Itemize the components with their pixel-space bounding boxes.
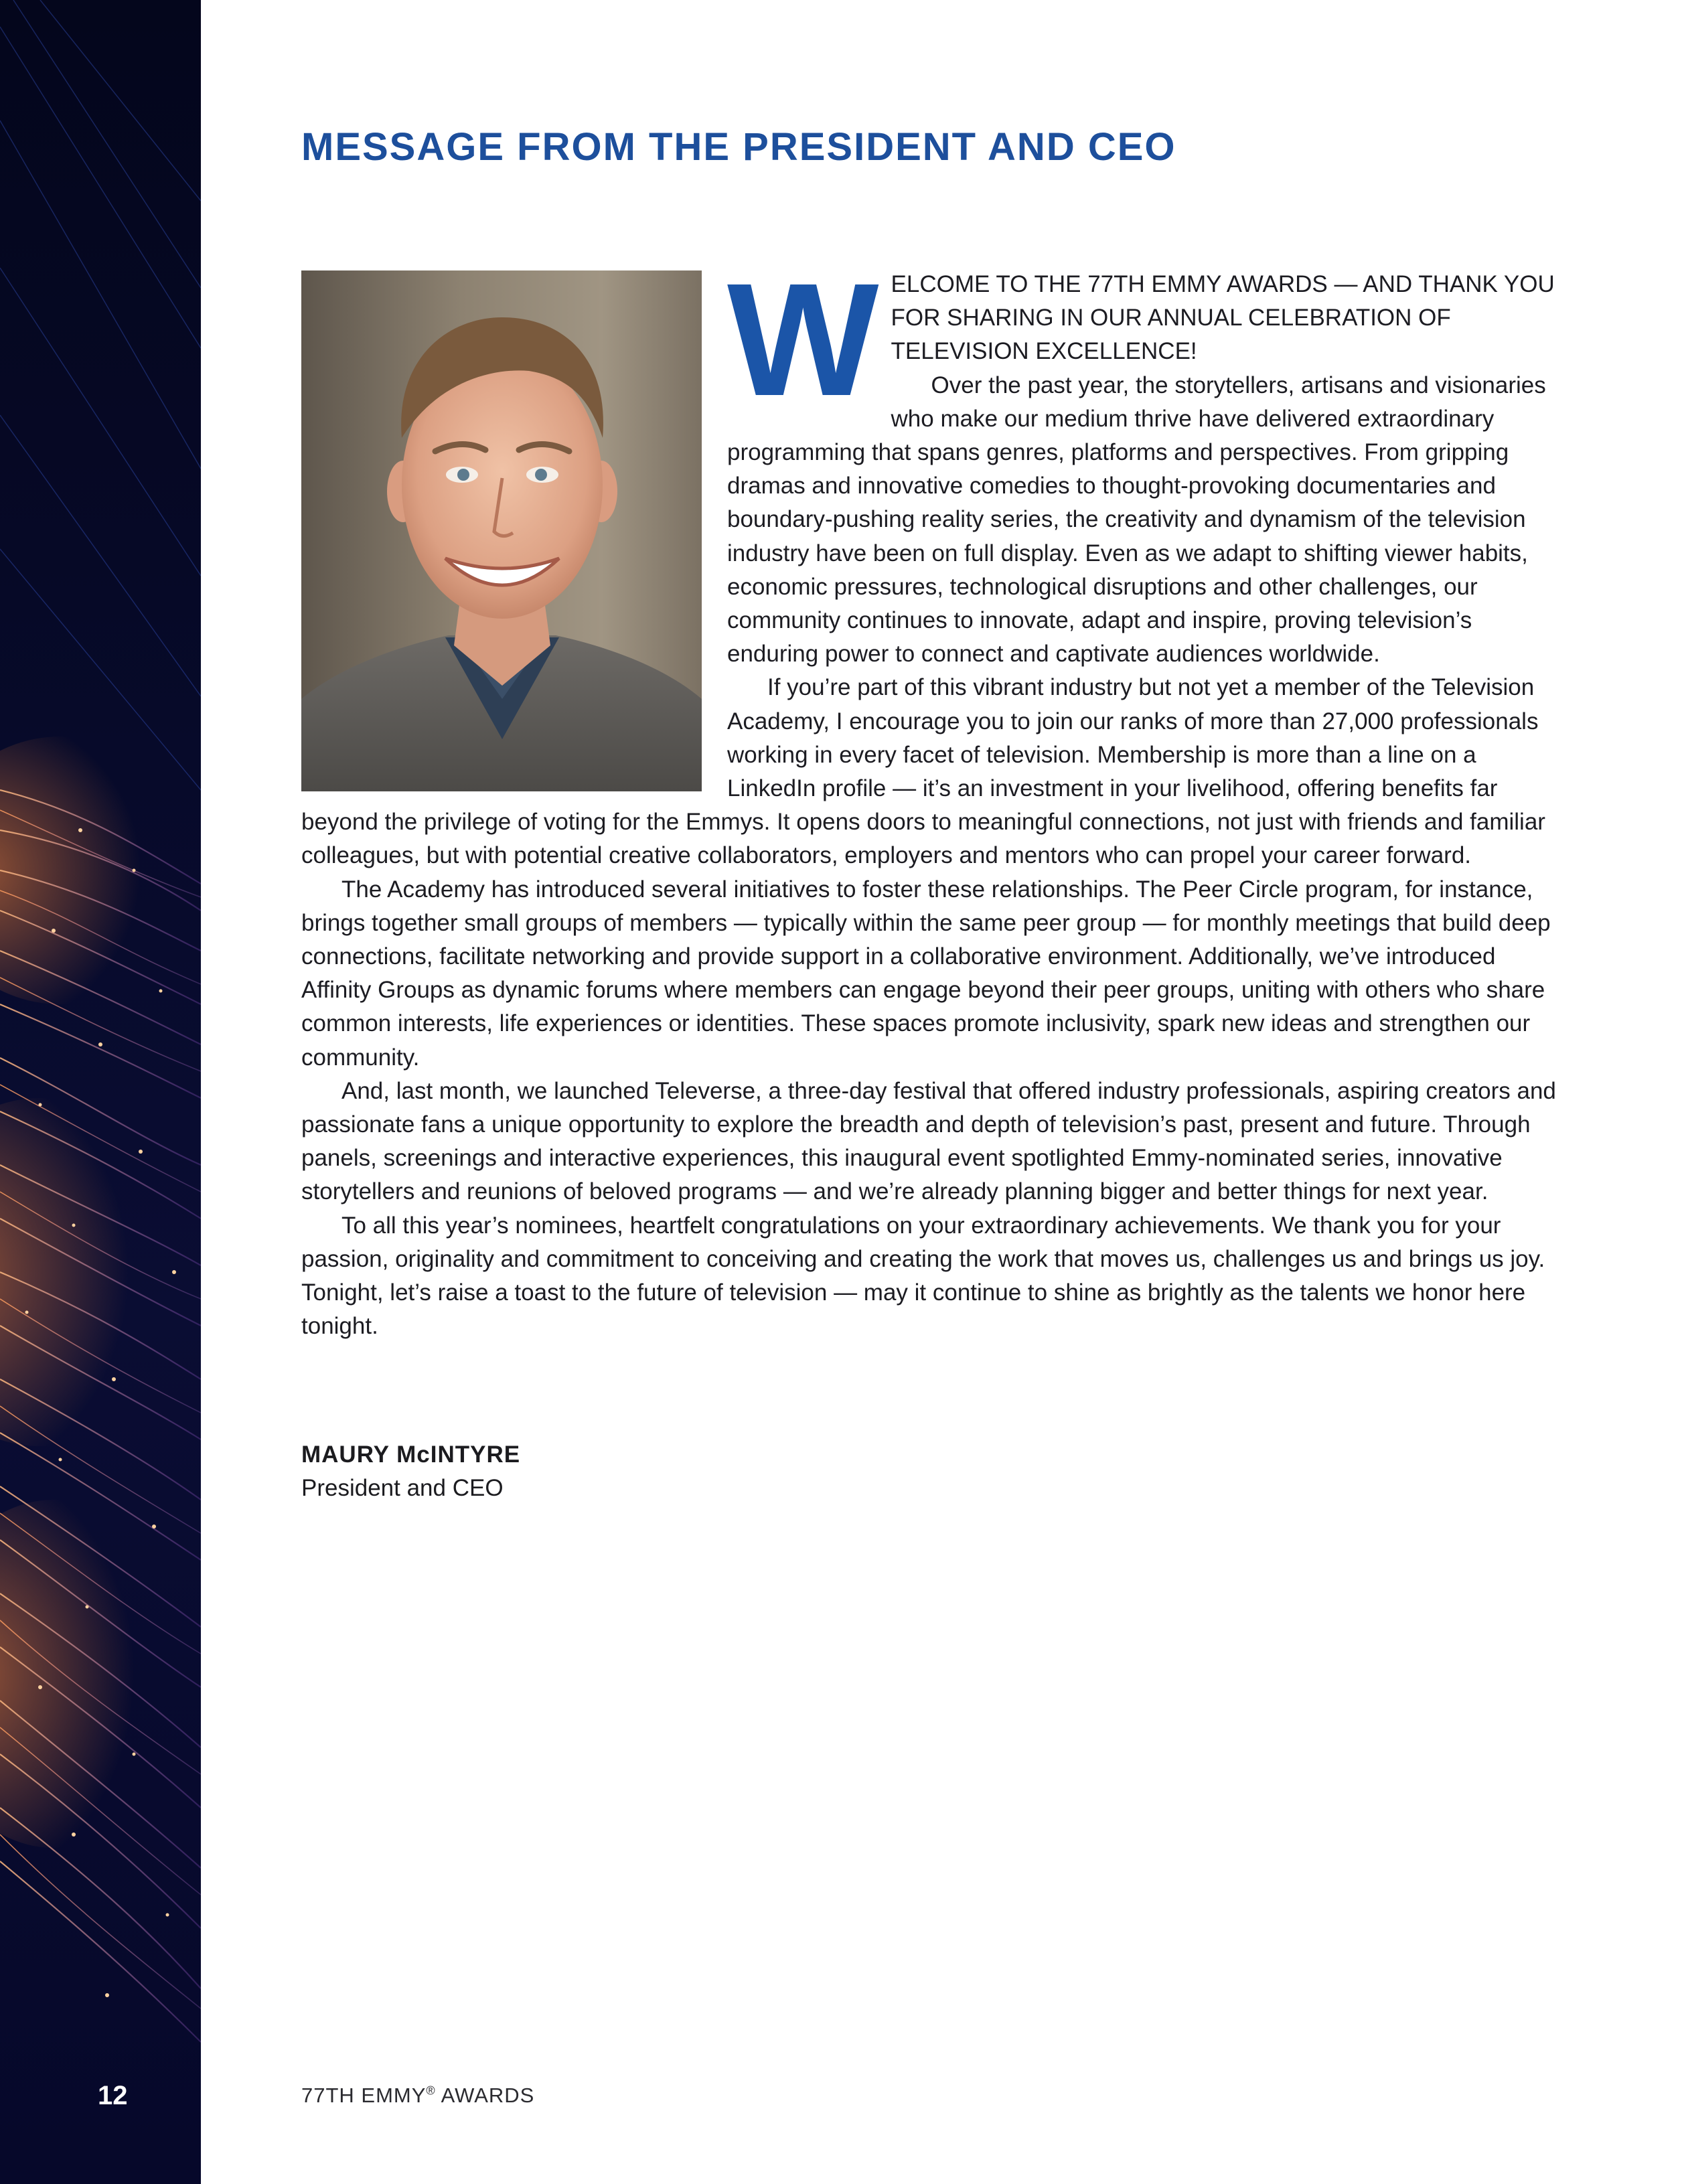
- letter-paragraph-2: If you’re part of this vibrant industry but not yet a member of the Television Academy, I encourage you to join our ranks of more than 27,000 professionals working in every facet of television. Membership is more than a line on a LinkedIn profile — it’s an investment in your livelihood, offering benefits far beyond the privilege of voting for the Emmys. It opens doors to meaningful connections, not just with friends and familiar colleagues, but with potential creative collaborators, employers and mentors who can propel your career forward.: [301, 674, 1545, 869]
- footer-publication-title: [301, 2084, 534, 2108]
- footer-title: 77TH EMMY: [301, 2084, 427, 2107]
- registered-mark: ®: [426, 2084, 436, 2098]
- signatory-name: MAURY McINTYRE: [301, 1441, 521, 1468]
- letter-paragraph-5: To all this year’s nominees, heartfelt congratulations on your extraordinary achievements. We thank you for your passion, originality and commitment to conceiving and creating the work that moves us, challenges us and brings us joy. Tonight, let’s raise a toast to the future of television — may it continue to shine as brightly as the talents we honor here tonight.: [301, 1212, 1545, 1340]
- drop-cap: W: [727, 250, 879, 429]
- letter-paragraph-4: And, last month, we launched Televerse, a three-day festival that offered industry professionals, aspiring creators and passionate fans a unique opportunity to explore the breadth and depth of television’s past, present and future. Through panels, screenings and interactive experiences, this inaugural event spotlighted Emmy-nominated series, innovative storytellers and reunions of beloved programs — and we’re already planning bigger and better things for next year.: [301, 1077, 1556, 1205]
- signatory-title: President and CEO: [301, 1475, 504, 1501]
- letter-paragraph-1: Over the past year, the storytellers, artisans and visionaries who make our medium thrive have delivered extraordinary programming that spans genres, platforms and perspectives. From gripping dramas and innovative comedies to thought-provoking documentaries and boundary-pushing reality series, the creativity and dynamism of the television industry have been on full display. Even as we adapt to shifting viewer habits, economic pressures, technological disruptions and other challenges, our community continues to innovate, adapt and inspire, proving television’s enduring power to connect and captivate audiences worldwide.: [727, 372, 1546, 668]
- page-number: 12: [98, 2081, 128, 2110]
- letter-paragraph-3: The Academy has introduced several initiatives to foster these relationships. The Peer Circle program, for instance, brings together small groups of members — typically within the same peer group — for monthly meetings that build deep connections, facilitate networking and provide support in a collaborative environment. Additionally, we’ve introduced Affinity Groups as dynamic forums where members can engage beyond their peer groups, uniting with others who share common interests, life experiences or identities. These spaces promote inclusivity, spark new ideas and strengthen our community.: [301, 876, 1551, 1071]
- letter-body: [301, 250, 1560, 1344]
- page-title: MESSAGE FROM THE PRESIDENT AND CEO: [301, 125, 1176, 169]
- photo-spacer: [301, 268, 727, 797]
- footer-title-suffix: AWARDS: [435, 2084, 535, 2107]
- fiber-optic-artwork: [0, 0, 201, 2184]
- letter-intro: ELCOME TO THE 77TH EMMY AWARDS — AND THANK YOU FOR SHARING IN OUR ANNUAL CELEBRATION OF TELEVISION EXCELLENCE!: [891, 271, 1555, 365]
- signature-block: [301, 1438, 520, 1505]
- decorative-side-strip: [0, 0, 201, 2184]
